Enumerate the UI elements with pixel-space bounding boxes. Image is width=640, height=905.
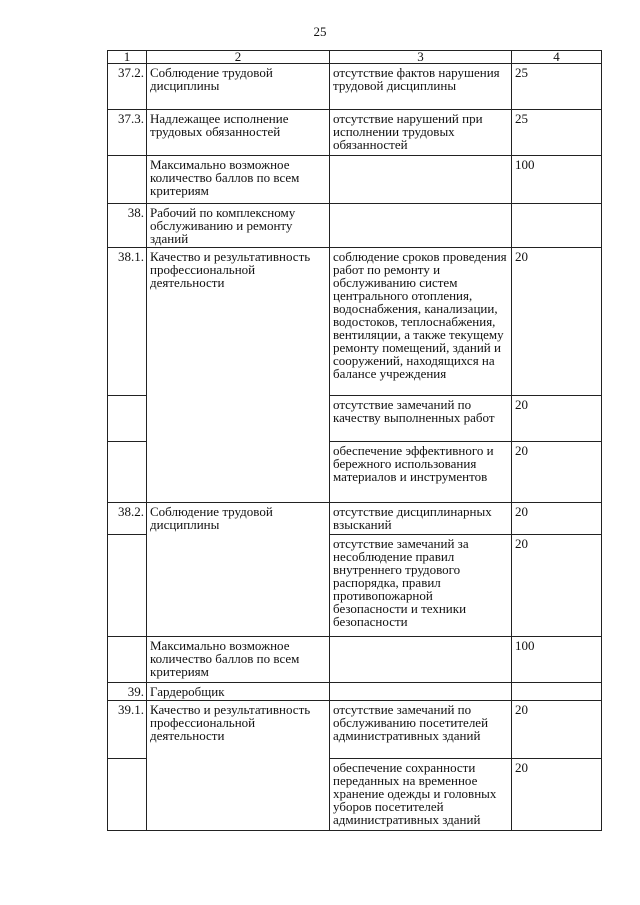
row-number [108,535,147,637]
points-cell [512,204,602,248]
indicator-cell: отсутствие дисциплинарных взысканий [330,503,512,535]
indicator-cell [330,204,512,248]
row-number: 38.2. [108,503,147,535]
row-number: 38.1. [108,248,147,396]
table-row [108,204,602,248]
criterion-cell: Рабочий по комплексному обслуживанию и ремонту зданий [147,204,330,248]
points-cell: 20 [512,396,602,442]
criterion-cell: Соблюдение трудовой дисциплины [147,503,330,637]
indicator-cell: обеспечение сохранности переданных на временное хранение одежды и головных уборов посетителей административных зданий [330,759,512,831]
row-number [108,442,147,503]
indicator-cell [330,683,512,701]
row-number: 37.3. [108,110,147,156]
row-number: 38. [108,204,147,248]
table-header-row [108,51,602,64]
indicator-cell: отсутствие фактов нарушения трудовой дисциплины [330,64,512,110]
points-cell [512,683,602,701]
points-cell: 25 [512,64,602,110]
row-number [108,396,147,442]
criterion-cell: Соблюдение трудовой дисциплины [147,64,330,110]
row-number: 39.1. [108,701,147,759]
row-number [108,637,147,683]
criterion-cell: Качество и результативность профессиональной деятельности [147,701,330,831]
points-cell: 20 [512,759,602,831]
criterion-cell: Качество и результативность профессиональной деятельности [147,248,330,503]
row-number [108,759,147,831]
indicator-cell: соблюдение сроков проведения работ по ремонту и обслуживанию систем центрального отопления, водоснабжения, канализации, водостоков, теплоснабжения, вентиляции, а также текущему ремонту помещений, зданий и сооружений, находящихся на балансе учреждения [330,248,512,396]
criterion-cell: Максимально возможное количество баллов по всем критериям [147,156,330,204]
row-number [108,156,147,204]
row-number: 39. [108,683,147,701]
page-number: 25 [313,24,327,39]
header-col-4: 4 [512,51,602,64]
points-cell: 20 [512,248,602,396]
points-cell: 20 [512,442,602,503]
points-cell: 100 [512,637,602,683]
criterion-cell: Надлежащее исполнение трудовых обязанностей [147,110,330,156]
table-row [108,156,602,204]
points-cell: 20 [512,701,602,759]
points-cell: 25 [512,110,602,156]
criterion-cell: Гардеробщик [147,683,330,701]
indicator-cell: отсутствие замечаний по обслуживанию посетителей административных зданий [330,701,512,759]
indicator-cell: отсутствие нарушений при исполнении трудовых обязанностей [330,110,512,156]
indicator-cell: отсутствие замечаний по качеству выполненных работ [330,396,512,442]
table-row [108,248,602,396]
header-col-1: 1 [108,51,147,64]
row-number: 37.2. [108,64,147,110]
points-cell: 20 [512,503,602,535]
table-row [108,683,602,701]
indicator-cell [330,637,512,683]
indicator-cell [330,156,512,204]
criterion-cell: Максимально возможное количество баллов по всем критериям [147,637,330,683]
table-row [108,503,602,535]
criteria-table [107,50,602,831]
table-row [108,637,602,683]
points-cell: 100 [512,156,602,204]
header-col-3: 3 [330,51,512,64]
table-row [108,701,602,759]
points-cell: 20 [512,535,602,637]
header-col-2: 2 [147,51,330,64]
table-row [108,64,602,110]
table-row [108,110,602,156]
indicator-cell: обеспечение эффективного и бережного использования материалов и инструментов [330,442,512,503]
indicator-cell: отсутствие замечаний за несоблюдение правил внутреннего трудового распорядка, правил противопожарной безопасности и техники безопасности [330,535,512,637]
